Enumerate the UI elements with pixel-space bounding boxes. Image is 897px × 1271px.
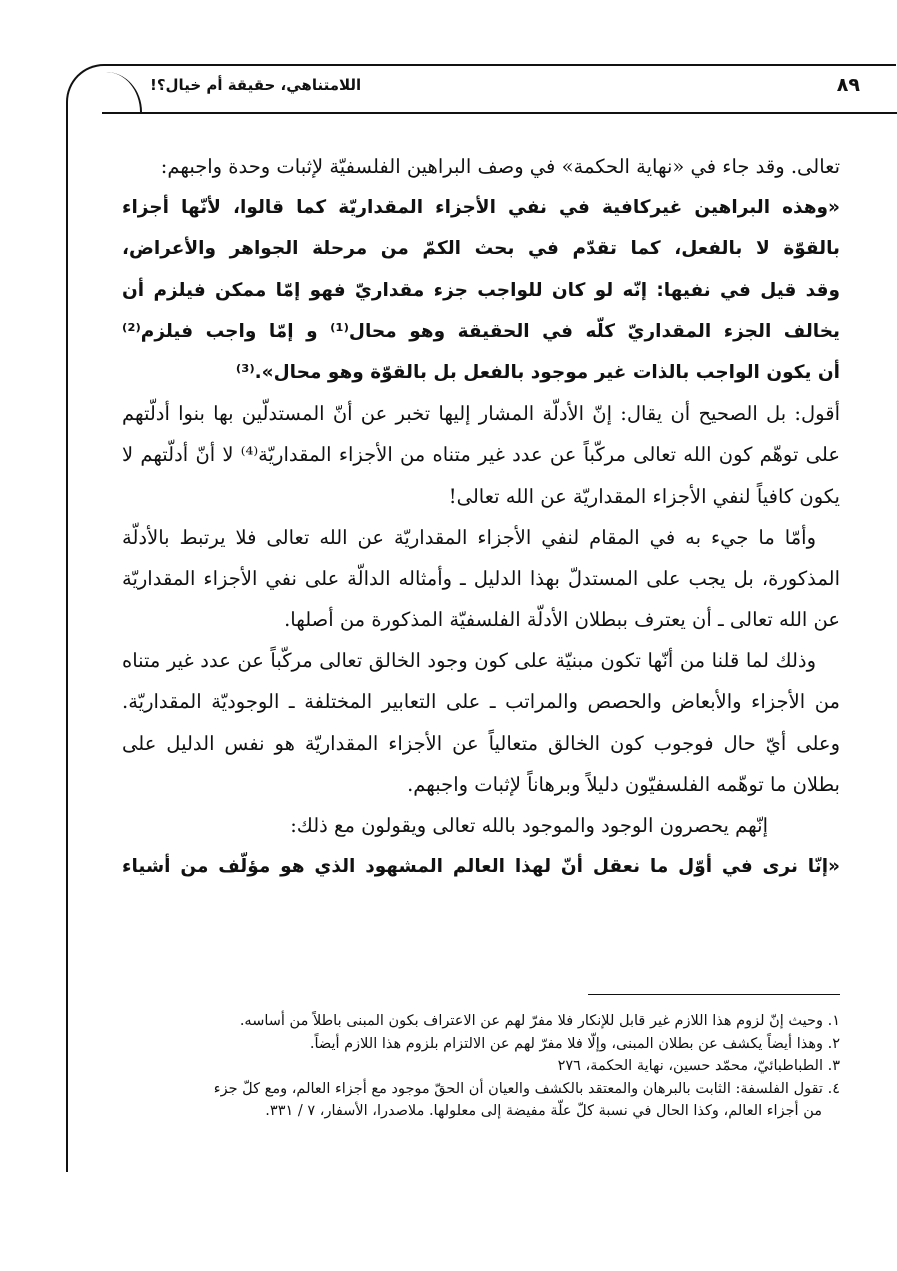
running-title: اللامتناهي، حقيقة أم خيال؟! — [150, 76, 362, 94]
text-line: من الأجزاء والأبعاض والحصص والمراتب ـ على التعابير المختلفة ـ الوجوديّة المقداريّة. — [122, 690, 840, 714]
footnote-rule — [588, 994, 840, 995]
text-line: إنّهم يحصرون الوجود والموجود بالله تعالى ويقولون مع ذلك: — [290, 814, 768, 837]
quote-line: يخالف الجزء المقداريّ كلّه في الحقيقة وهو محال⁽¹⁾ و إمّا واجب فيلزم⁽²⁾ — [122, 320, 840, 342]
footnote-2: ٢. وهذا أيضاً يكشف عن بطلان المبنى، وإلّا فلا مفرّ لهم عن الالتزام بلزوم هذا اللازم أيضاً. — [309, 1035, 840, 1052]
text-line: عن الله تعالى ـ أن يعترف ببطلان الأدلّة الفلسفيّة المذكورة من أصلها. — [284, 608, 840, 632]
text-line: على توهّم كون الله تعالى مركّباً عن عدد غير متناه من الأجزاء المقداريّة⁽⁴⁾ لا أنّ أدلّتهم لا — [122, 443, 840, 467]
main-text — [122, 146, 840, 887]
page-number: ٨٩ — [836, 74, 860, 96]
footnotes — [120, 1010, 840, 1123]
quote-line: «إنّا نرى في أوّل ما نعقل أنّ لهذا العالم المشهود الذي هو مؤلّف من أشياء — [122, 856, 840, 878]
text-line: تعالى. وقد جاء في «نهاية الحكمة» في وصف البراهين الفلسفيّة لإثبات وحدة واجبهم: — [160, 155, 840, 178]
quote-line: وقد قيل في نفيها: إنّه لو كان للواجب جزء مقداريّ فهو إمّا ممكن فيلزم أن — [122, 279, 840, 301]
text-line: المذكورة، بل يجب على المستدلّ بهذا الدليل ـ وأمثاله الدالّة على نفي الأجزاء المقداريّة — [122, 566, 840, 590]
text-line: وعلى أيّ حال فوجوب كون الخالق متعالياً عن الأجزاء المقداريّة هو نفس الدليل على — [122, 731, 840, 755]
quote-line: أن يكون الواجب بالذات غير موجود بالفعل بل بالقوّة وهو محال».⁽³⁾ — [235, 361, 840, 383]
header-rule — [102, 112, 897, 114]
text-line: يكون كافياً لنفي الأجزاء المقداريّة عن الله تعالى! — [448, 484, 840, 508]
text-line: وأمّا ما جيء به في المقام لنفي الأجزاء المقداريّة عن الله تعالى فلا يرتبط بالأدلّة — [122, 525, 816, 549]
text-line: وذلك لما قلنا من أنّها تكون مبنيّة على كون وجود الخالق تعالى مركّباً عن عدد غير متناه — [122, 649, 816, 673]
footnote-4: ٤. تقول الفلسفة: الثابت بالبرهان والمعتقد بالكشف والعيان أن الحقّ موجود مع أجزاء العالم، ومع كلّ جزء — [213, 1080, 840, 1097]
quote-line: «وهذه البراهين غيركافية في نفي الأجزاء المقداريّة كما قالوا، لأنّها أجزاء — [122, 197, 840, 219]
text-line: أقول: بل الصحيح أن يقال: إنّ الأدلّة المشار إليها تخبر عن أنّ المستدلّين بها بنوا أدلّتهم — [122, 402, 840, 426]
footnote-1: ١. وحيث إنّ لزوم هذا اللازم غير قابل للإنكار فلا مفرّ لهم عن الاعتراف بكون المبنى باطلاً من أساسه. — [239, 1013, 840, 1029]
footnote-3: ٣. الطباطبائيّ، محمّد حسين، نهاية الحكمة، ٢٧٦ — [557, 1058, 840, 1074]
footnote-4-continued: من أجزاء العالم، وكذا الحال في نسبة كلّ علّة مفيضة إلى معلولها. ملاصدرا، الأسفار، ٧ / ٣٣١. — [265, 1103, 822, 1119]
quote-line: بالقوّة لا بالفعل، كما تقدّم في بحث الكمّ من مرحلة الجواهر والأعراض، — [122, 238, 840, 260]
text-line: بطلان ما توهّمه الفلسفيّون دليلاً وبرهاناً لإثبات واجبهم. — [407, 772, 840, 796]
